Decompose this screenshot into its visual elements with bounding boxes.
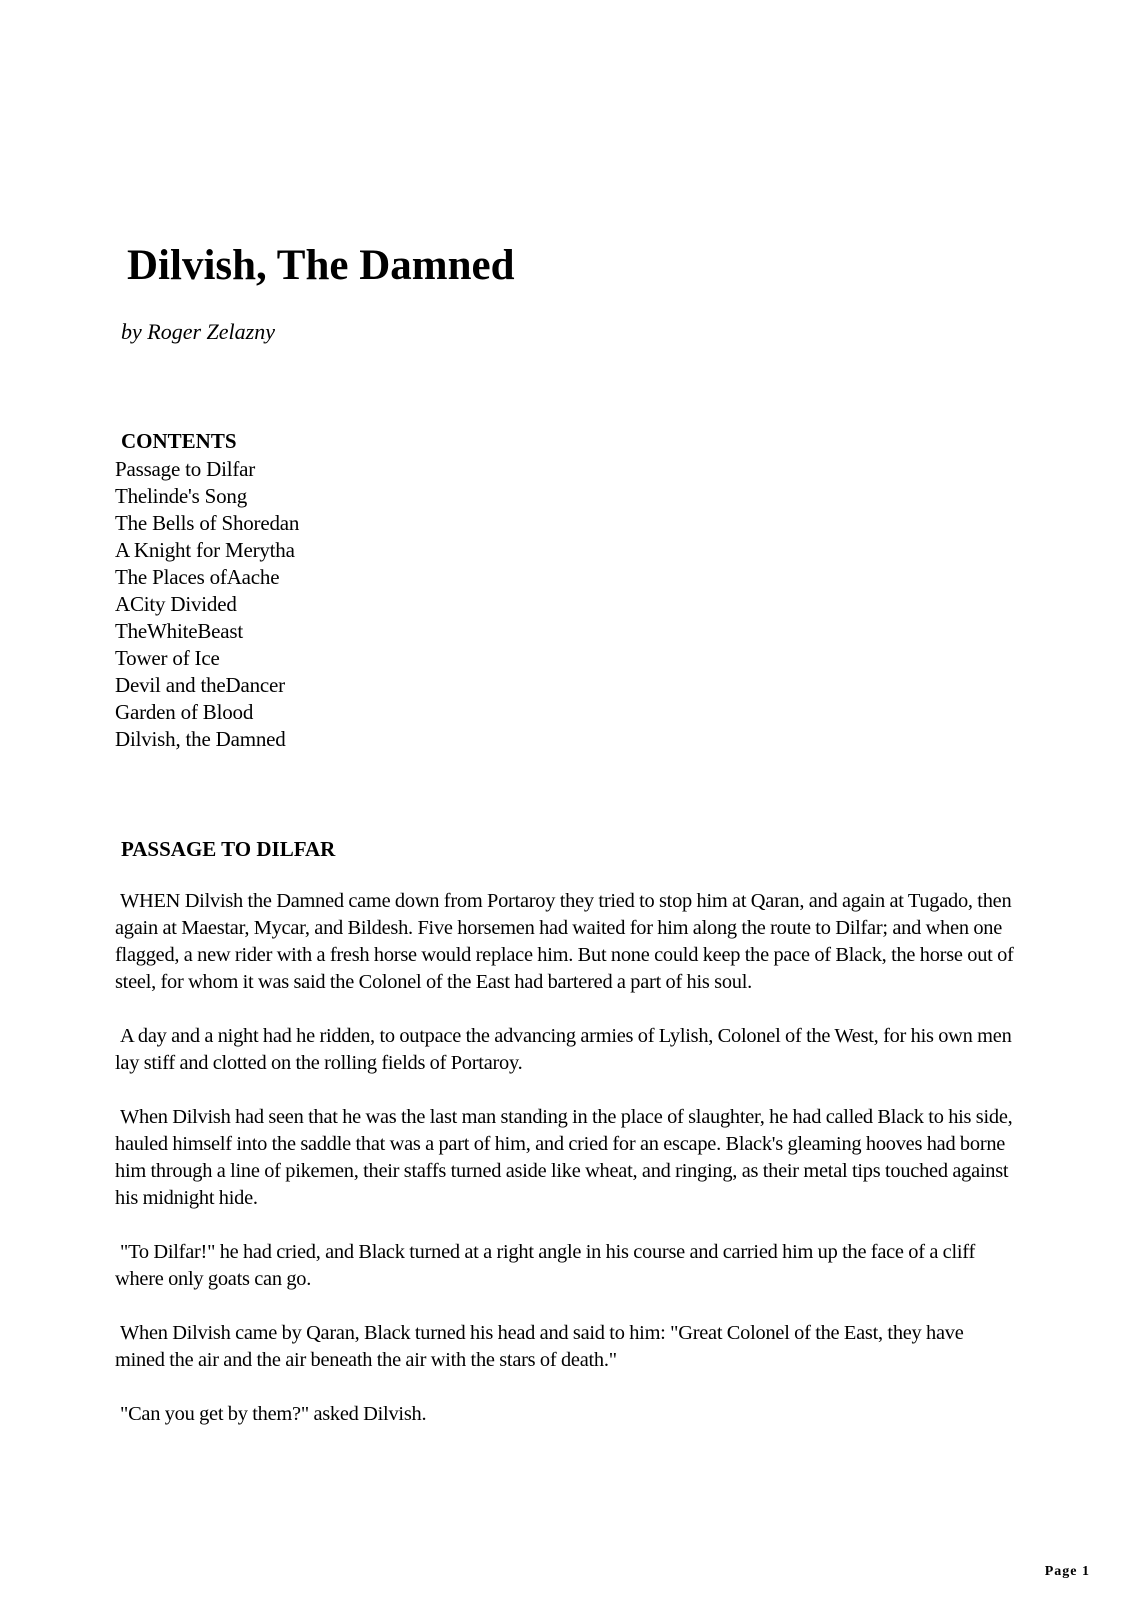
body-paragraph: WHEN Dilvish the Damned came down from Portaroy they tried to stop him at Qaran, and again at Tugado, then again at Maestar, Mycar, and Bildesh. Five horsemen had waited for him along the route to Dilfar; and when one flagged, a new rider with a fresh horse would replace him. But none could keep the pace of Black, the horse out of steel, for whom it was said the Colonel of the East had bartered a part of his soul. xyxy=(115,890,1014,993)
toc-item: Garden of Blood xyxy=(115,700,254,724)
toc-item: Tower of Ice xyxy=(115,646,220,670)
body-paragraph: When Dilvish had seen that he was the last man standing in the place of slaughter, he had called Black to his side, hauled himself into the saddle that was a part of him, and cried for an escape. Black's gleaming hooves had borne him through a line of pikemen, their staffs turned aside like wheat, and ringing, as their metal tips touched against his midnight hide. xyxy=(115,1106,1013,1209)
toc-item: The Places ofAache xyxy=(115,565,280,589)
toc-item: ACity Divided xyxy=(115,592,237,616)
toc-item: TheWhiteBeast xyxy=(115,619,244,643)
body-paragraph: "Can you get by them?" asked Dilvish. xyxy=(120,1403,427,1425)
page-number: Page 1 xyxy=(1044,1564,1090,1579)
toc-item: The Bells of Shoredan xyxy=(115,511,300,535)
book-title: Dilvish, The Damned xyxy=(127,242,515,289)
toc-item: Passage to Dilfar xyxy=(115,457,256,481)
toc-item: Dilvish, the Damned xyxy=(115,727,286,751)
body-paragraph: A day and a night had he ridden, to outpace the advancing armies of Lylish, Colonel of the West, for his own men lay stiff and clotted on the rolling fields of Portaroy. xyxy=(115,1025,1012,1074)
body-paragraph: When Dilvish came by Qaran, Black turned his head and said to him: "Great Colonel of the East, they have mined the air and the air beneath the air with the stars of death." xyxy=(115,1322,964,1371)
table-of-contents xyxy=(115,456,299,753)
book-author: by Roger Zelazny xyxy=(121,319,275,344)
contents-heading: CONTENTS xyxy=(121,429,237,453)
section-heading: PASSAGE TO DILFAR xyxy=(121,837,336,861)
body-paragraph: "To Dilfar!" he had cried, and Black turned at a right angle in his course and carried him up the face of a cliff where only goats can go. xyxy=(115,1241,976,1290)
toc-item: A Knight for Merytha xyxy=(115,538,295,562)
toc-item: Thelinde's Song xyxy=(115,484,248,508)
section-body xyxy=(115,888,1015,1455)
toc-item: Devil and theDancer xyxy=(115,673,285,697)
